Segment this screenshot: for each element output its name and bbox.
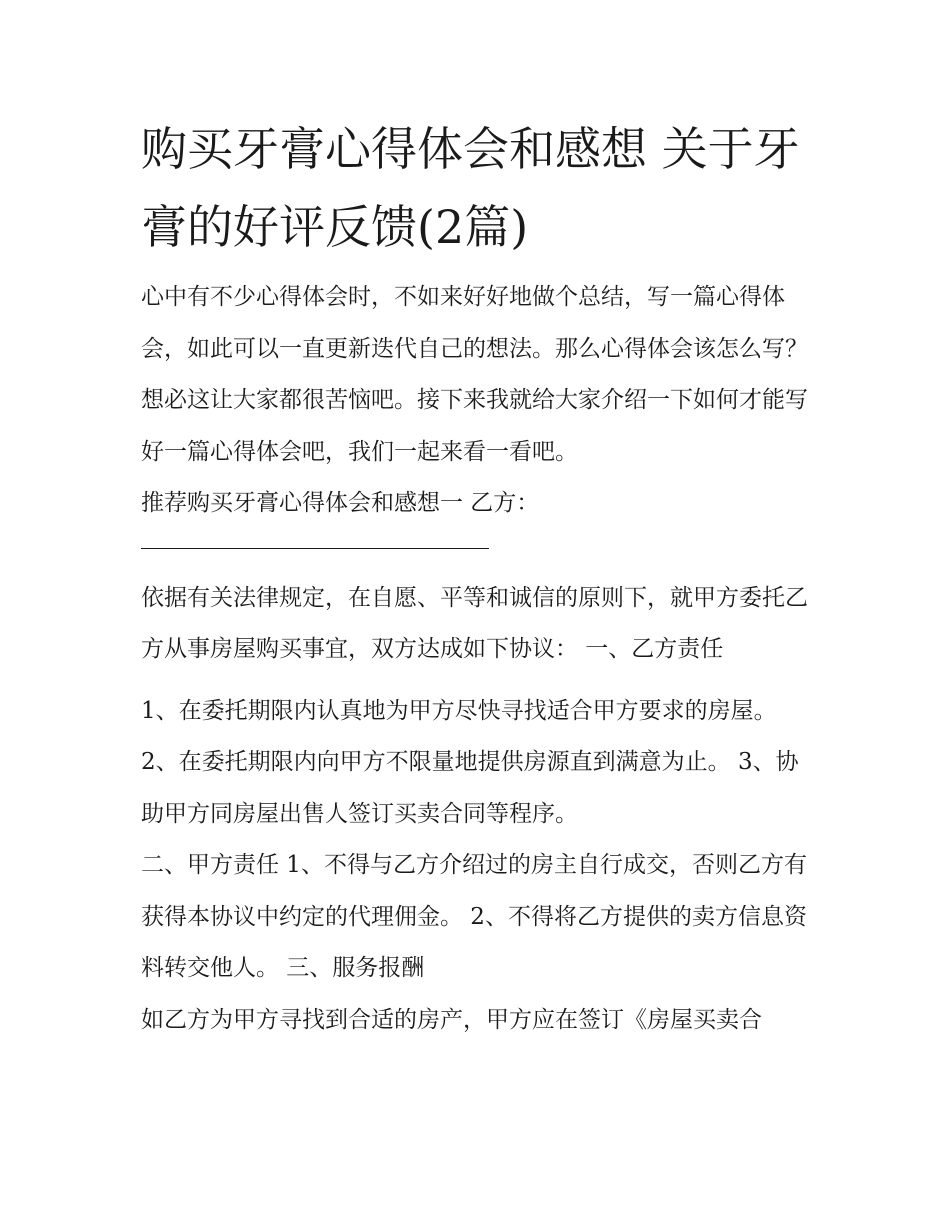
document-title: 购买牙膏心得体会和感想 关于牙膏的好评反馈(2篇) (141, 122, 800, 254)
document-page (141, 110, 811, 1046)
service-fee-paragraph: 如乙方为甲方寻找到合适的房产，甲方应在签订《房屋买卖合 (141, 1006, 762, 1033)
party-b-duties-paragraph: 1、在委托期限内认真地为甲方尽快寻找适合甲方要求的房屋。 2、在委托期限内向甲方不限量地提供房源直到满意为止。 3、协助甲方同房屋出售人签订买卖合同等程序。 (141, 697, 799, 827)
signature-blank-line (141, 548, 489, 549)
agreement-paragraph: 依据有关法律规定，在自愿、平等和诚信的原则下，就甲方委托乙方从事房屋购买事宜，双方达成如下协议： 一、乙方责任 (141, 584, 808, 662)
party-a-duties-paragraph: 二、甲方责任 1、不得与乙方介绍过的房主自行成交，否则乙方有获得本协议中约定的代理佣金。 2、不得将乙方提供的卖方信息资料转交他人。 三、服务报酬 (141, 852, 807, 981)
section-heading-paragraph: 推荐购买牙膏心得体会和感想一 乙方： (141, 490, 540, 516)
intro-paragraph: 心中有不少心得体会时，不如来好好地做个总结，写一篇心得体会，如此可以一直更新迭代自己的想法。那么心得体会该怎么写？想必这让大家都很苦恼吧。接下来我就给大家介绍一下如何才能写好一篇心得体会吧，我们一起来看一看吧。 (141, 284, 808, 465)
